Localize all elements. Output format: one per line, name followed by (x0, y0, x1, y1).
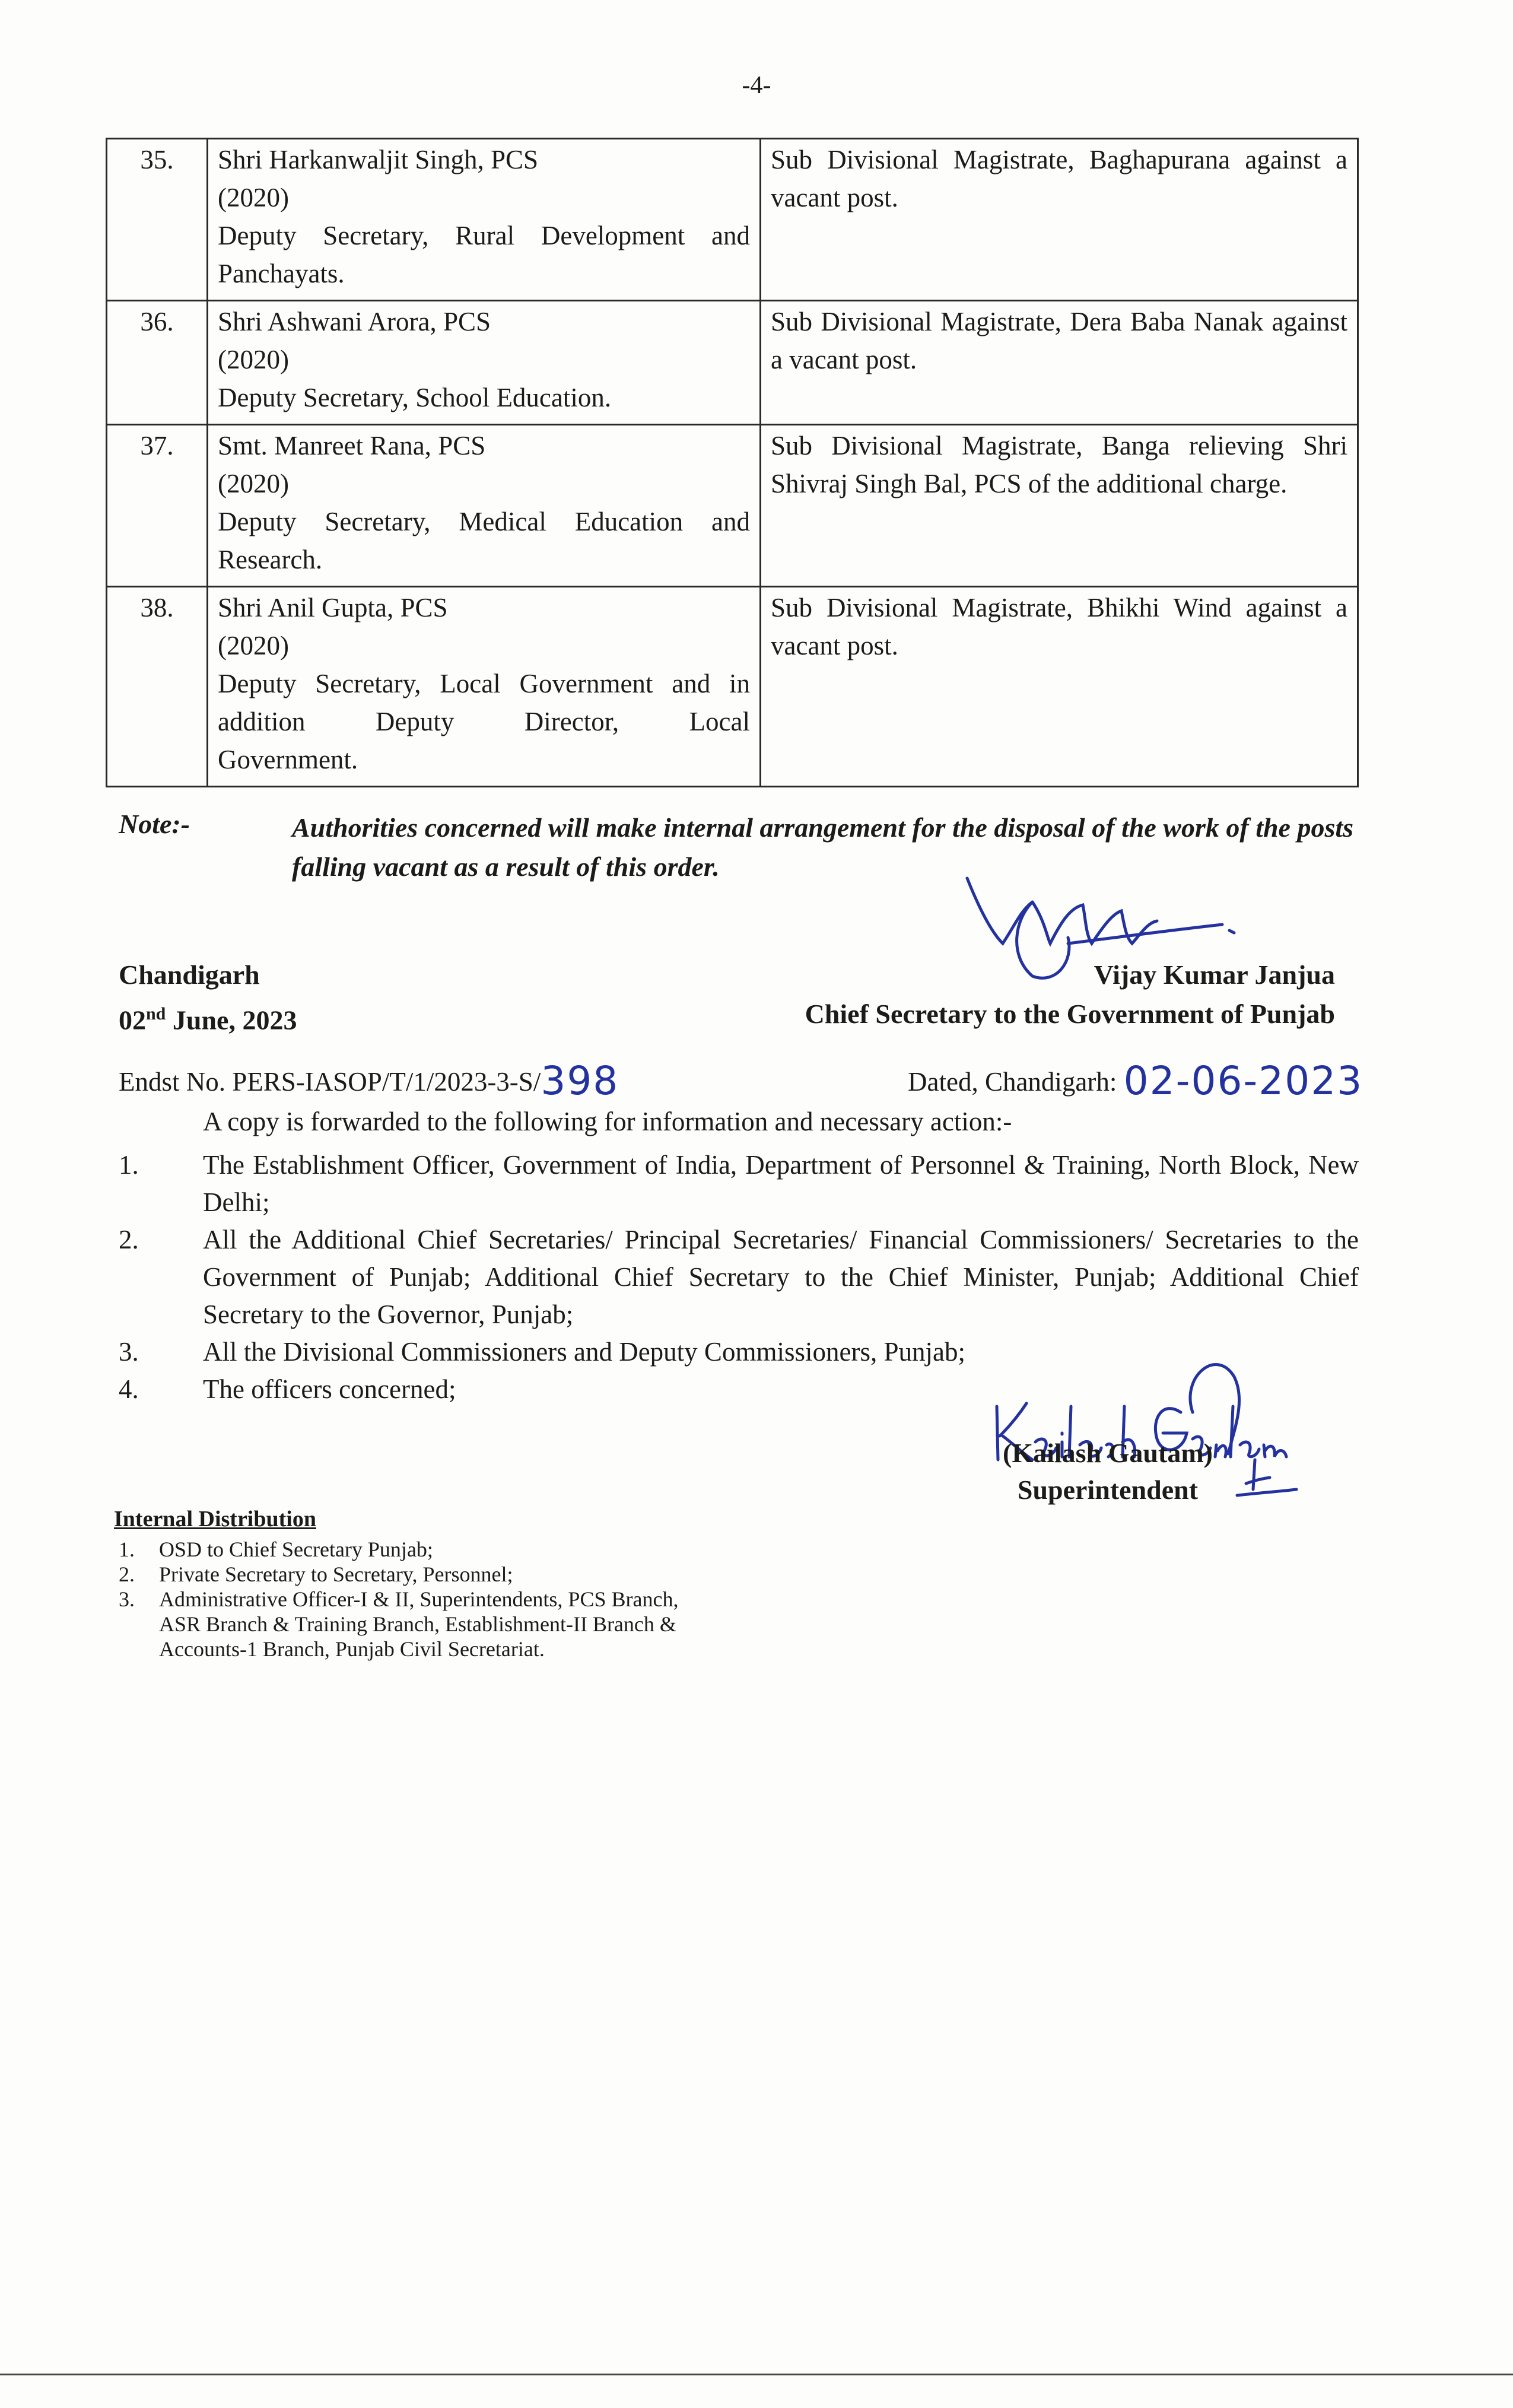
superintendent-designation: Superintendent (1017, 1475, 1199, 1505)
copy-forwarded-intro: A copy is forwarded to the following for information and necessary action:- (203, 1107, 1012, 1136)
table-row (107, 301, 1358, 425)
officer-details (208, 139, 761, 301)
endorsement-reference: PERS-IASOP/T/1/2023-3-S/ (232, 1067, 541, 1097)
issue-place-date (119, 955, 297, 1040)
officer-designation: Deputy Secretary, Local Government and in (218, 669, 750, 698)
list-item: 3. All the Divisional Commissioners and Deputy Commissioners, Punjab; (119, 1337, 965, 1367)
table-row (107, 139, 1358, 301)
superintendent-name: (Kailash Gautam) (1003, 1438, 1213, 1468)
officer-designation: Deputy Secretary, Rural Development and (218, 221, 750, 250)
signatory-designation: Chief Secretary to the Government of Punjab (805, 999, 1335, 1029)
new-posting: Sub Divisional Magistrate, Dera Baba Nanak against a vacant post. (761, 301, 1358, 425)
officer-batch: (2020) (218, 345, 289, 374)
handwritten-date: 02-06-2023 (1123, 1058, 1363, 1104)
serial-number: 37. (107, 425, 208, 587)
new-posting: Sub Divisional Magistrate, Banga relieving Shri Shivraj Singh Bal, PCS of the additional charge. (761, 425, 1358, 587)
table-row (107, 587, 1358, 787)
endorsement-number (119, 1058, 619, 1104)
endorsement-date (908, 1058, 1363, 1104)
bottom-rule (0, 2374, 1513, 2375)
officer-designation: addition Deputy Director, Local (218, 707, 750, 736)
serial-number: 35. (107, 139, 208, 301)
handwritten-endorsement-number: 398 (541, 1058, 619, 1104)
officer-designation: Government. (218, 745, 358, 774)
officer-name: Shri Harkanwaljit Singh, PCS (218, 145, 539, 174)
officer-details (208, 587, 761, 787)
officer-designation: Research. (218, 545, 323, 574)
officer-batch: (2020) (218, 469, 289, 498)
list-item: 2. Private Secretary to Secretary, Personnel; (119, 1562, 513, 1586)
list-item: 1. OSD to Chief Secretary Punjab; (119, 1537, 433, 1561)
internal-distribution-title: Internal Distribution (114, 1507, 316, 1532)
note-label: Note:- (119, 809, 190, 839)
list-item: 3. Administrative Officer-I & II, Superintendents, PCS Branch, ASR Branch & Training Branch, Establishment-II Branch & Accounts-1 Branch, Punjab Civil Secretariat. (119, 1587, 679, 1661)
dated-label: Dated, Chandigarh: (908, 1067, 1117, 1097)
list-item: 2. All the Additional Chief Secretaries/ Principal Secretaries/ Financial Commissioners/ Secretaries to the Government of Punjab; Additional Chief Secretary to the Chief Minister, Punjab; Additional Chief Secretary to the Governor, Punjab; (119, 1225, 1359, 1329)
endorsement-label: Endst No. (119, 1067, 225, 1097)
list-item: 1. The Establishment Officer, Government of India, Department of Personnel & Training, North Block, New Delhi; (119, 1150, 1359, 1217)
officer-designation: Deputy Secretary, Medical Education and (218, 507, 750, 536)
signatory-name: Vijay Kumar Janjua (1094, 960, 1335, 990)
internal-distribution-list (114, 1537, 678, 1662)
note-text: Authorities concerned will make internal arrangement for the disposal of the work of the posts falling vacant as a result of this order. (292, 812, 1354, 882)
new-posting: Sub Divisional Magistrate, Baghapurana against a vacant post. (761, 139, 1358, 301)
postings-table (106, 138, 1359, 787)
issue-place: Chandigarh (119, 960, 260, 990)
officer-details (208, 301, 761, 425)
officer-batch: (2020) (218, 631, 289, 660)
superintendent-block (1003, 1435, 1213, 1508)
officer-name: Shri Ashwani Arora, PCS (218, 307, 491, 336)
officer-designation: Panchayats. (218, 259, 345, 288)
officer-name: Shri Anil Gupta, PCS (218, 593, 448, 622)
table-row (107, 425, 1358, 587)
new-posting: Sub Divisional Magistrate, Bhikhi Wind against a vacant post. (761, 587, 1358, 787)
page-number: -4- (742, 72, 771, 99)
list-item: 4. The officers concerned; (119, 1374, 456, 1404)
issue-date: 02nd June, 2023 (119, 1004, 297, 1035)
serial-number: 36. (107, 301, 208, 425)
officer-details (208, 425, 761, 587)
signatory-block (805, 955, 1335, 1034)
officer-designation: Deputy Secretary, School Education. (218, 383, 612, 412)
officer-name: Smt. Manreet Rana, PCS (218, 431, 486, 460)
officer-batch: (2020) (218, 183, 289, 212)
serial-number: 38. (107, 587, 208, 787)
